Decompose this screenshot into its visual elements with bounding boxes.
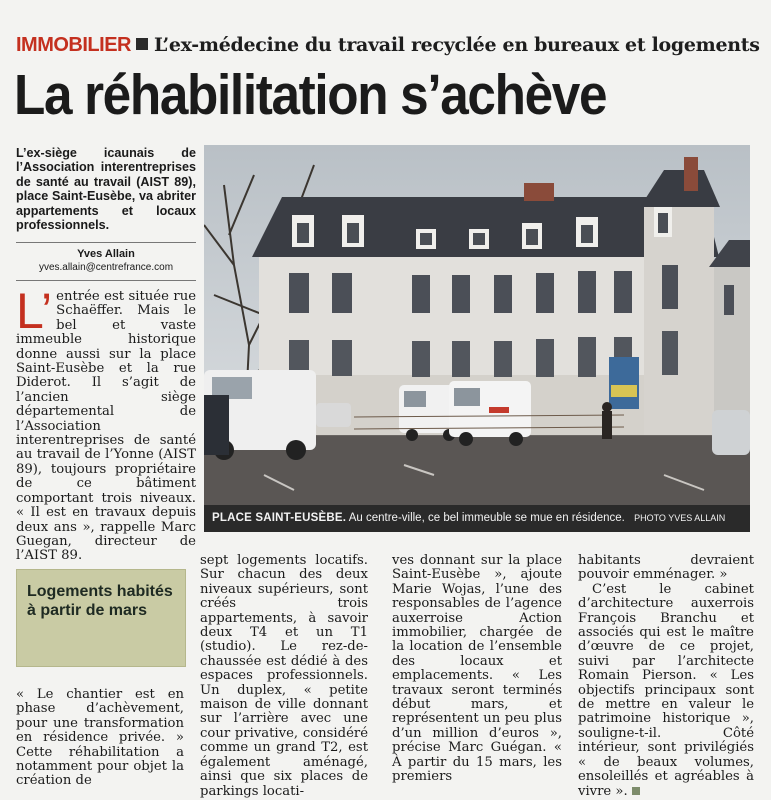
column-4-text-b: C’est le cabinet d’architecture auxerrois François Branchu et associés qui est le maître d’œuvre de ce projet, suivi par l’architecte Romain Pierson. « Les objectifs principaux sont de mettre en valeur le patrimoine historique », souligne-t-il. Côté intérieur, sont privilégiés « de beaux volumes, ensoleillés et agréables à vivre ». [578, 581, 754, 799]
photo-caption [204, 505, 750, 532]
drop-cap: L’ [16, 283, 53, 339]
sidebox-title: Logements habités à partir de mars [27, 583, 173, 619]
divider [16, 242, 196, 243]
byline [16, 248, 196, 274]
rubric: IMMOBILIER [16, 34, 131, 56]
article-column-2: sept logements locatifs. Sur chacun des deux niveaux supérieurs, sont créés trois appartements, à savoir deux T4 et un T1 (studio). Le rez-de-chaussée est dédié à des espaces professionnels. Un duplex, « petite maison de ville donnant sur l’arrière avec une cour privative, considéré comme un grand T2, est également aménagé, ainsi que six places de parkings locati- [200, 553, 368, 799]
author-email: yves.allain@centrefrance.com [38, 262, 174, 273]
article-column-1 [16, 283, 196, 564]
headline: La réhabilitation s’achève [14, 63, 607, 127]
column-4-text-a: habitants devraient pouvoir emménager. » [578, 553, 754, 583]
article-column-3: ves donnant sur la place Saint-Eusèbe », ajoute Marie Wojas, l’une des responsables de l’agence auxerroise Action immobilier, chargée de la location de l’ensemble des locaux et emplacements. « Les travaux seront terminés début mars, et représentent un peu plus d’un million d’euros », précise Marc Guégan. « À partir du 15 mars, les premiers [392, 553, 562, 785]
column-1-text: entrée est située rue Schaëffer. Mais le bel et vaste immeuble historique donne aussi sur la place Saint-Eusèbe et la rue Diderot. Il s’agit de l’ancien siège départemental de l’Association interentreprises de santé au travail de l’Yonne (AIST 89), toujours propriétaire de ce bâtiment comportant trois niveaux. « Il est en travaux depuis deux ans », rappelle Marc Guegan, directeur de l’AIST 89. [16, 289, 196, 564]
caption-title: PLACE SAINT-EUSÈBE. [212, 512, 347, 524]
photo-credit: PHOTO YVES ALLAIN [634, 513, 726, 523]
subtitle: L’ex-médecine du travail recyclée en bureaux et logements [154, 34, 760, 56]
end-mark-icon [632, 787, 640, 795]
square-bullet-icon [136, 38, 148, 50]
article-column-4 [578, 554, 754, 799]
column-4-paragraph [578, 583, 754, 799]
building-photo [204, 145, 750, 505]
kicker [16, 34, 760, 64]
column-1-bottom: « Le chantier est en phase d’achèvement, pour une transformation en résidence privée. » Cette réhabilitation a notamment pour objet la création de [16, 687, 184, 789]
chapo: L’ex-siège icaunais de l’Association interentreprises de santé au travail (AIST 89), place Saint-Eusèbe, va abriter appartements et locaux professionnels. [16, 146, 196, 233]
caption-text: Au centre-ville, ce bel immeuble se mue en résidence. [348, 512, 625, 524]
sidebox [16, 569, 186, 667]
divider [16, 280, 196, 281]
author: Yves Allain [77, 248, 135, 260]
building-photo-illustration [204, 145, 750, 505]
